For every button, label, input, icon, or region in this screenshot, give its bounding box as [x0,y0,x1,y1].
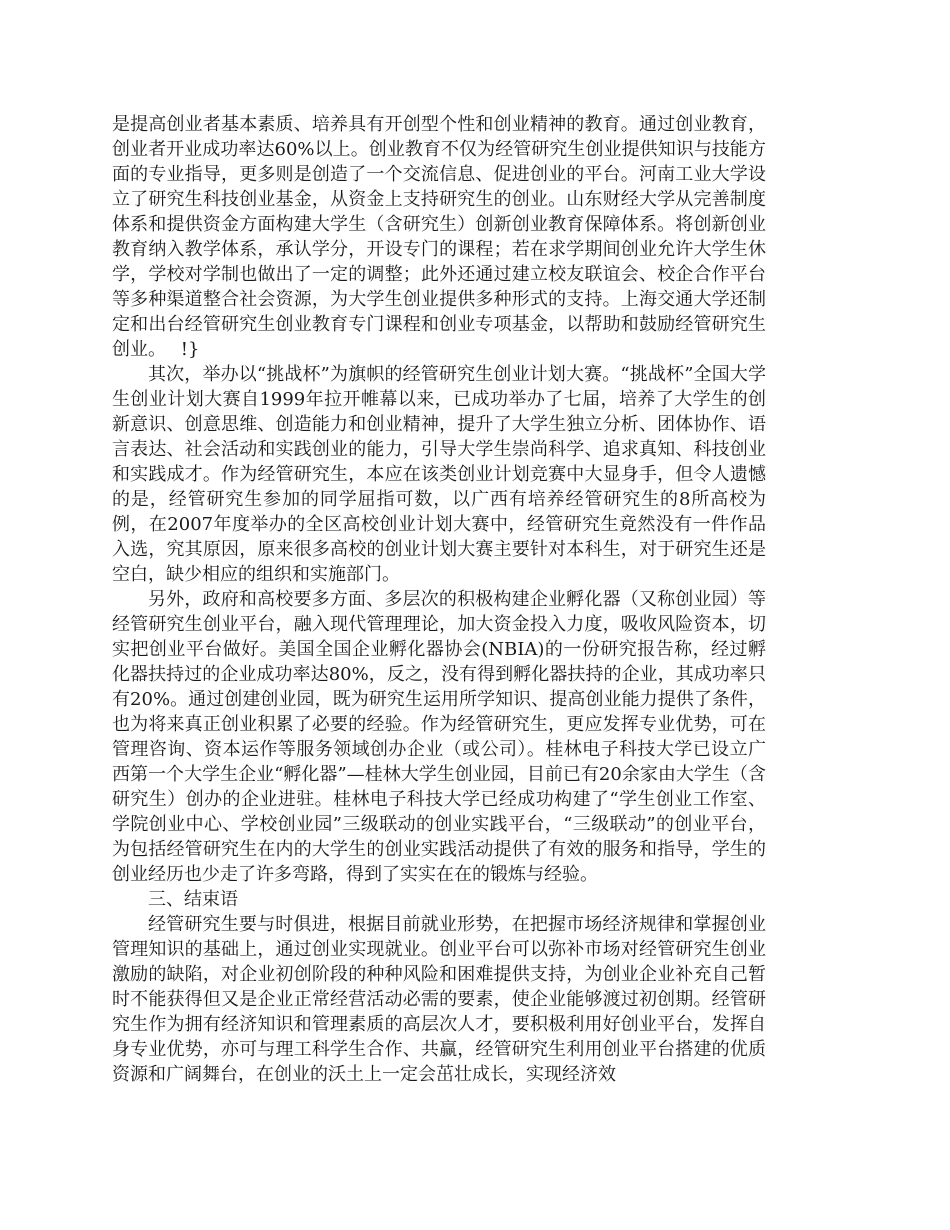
body-paragraph-1: 是提高创业者基本素质、培养具有开创型个性和创业精神的教育。通过创业教育，创业者开业成功率达60%以上。创业教育不仅为经管研究生创业提供知识与技能方面的专业指导，更多则是创造了一个交流信息、促进创业的平台。河南工业大学设立了研究生科技创业基金，从资金上支持研究生的创业。山东财经大学从完善制度体系和提供资金方面构建大学生（含研究生）创新创业教育保障体系。将创新创业教育纳入教学体系，承认学分，开设专门的课程；若在求学期间创业允许大学生休学，学校对学制也做出了一定的调整；此外还通过建立校友联谊会、校企合作平台等多种渠道整合社会资源，为大学生创业提供多种形式的支持。上海交通大学还制定和出台经管研究生创业教育专门课程和创业专项基金，以帮助和鼓励经管研究生创业。 !} [112,114,766,360]
body-paragraph-3: 另外，政府和高校要多方面、多层次的积极构建企业孵化器（又称创业园）等经管研究生创业平台，融入现代管理理论，加大资金投入力度，吸收风险资本，切实把创业平台做好。美国全国企业孵化器协会(NBIA)的一份研究报告称，经过孵化器扶持过的企业成功率达80%，反之，没有得到孵化器扶持的企业，其成功率只有20%。通过创建创业园，既为研究生运用所学知识、提高创业能力提供了条件，也为将来真正创业积累了必要的经验。作为经管研究生，更应发挥专业优势，可在管理咨询、资本运作等服务领域创办企业（或公司）。桂林电子科技大学已设立广西第一个大学生企业“孵化器”—桂林大学生创业园，目前已有20余家由大学生（含研究生）创办的企业进驻。桂林电子科技大学已经成功构建了“学生创业工作室、学院创业中心、学校创业园”三级联动的创业实践平台，“三级联动”的创业平台，为包括经管研究生在内的大学生的创业实践活动提供了有效的服务和指导，学生的创业经历也少走了许多弯路，得到了实实在在的锻炼与经验。 [112,589,766,885]
body-paragraph-2: 其次，举办以“挑战杯”为旗帜的经管研究生创业计划大赛。“挑战杯”全国大学生创业计划大赛自1999年拉开帷幕以来，已成功举办了七届，培养了大学生的创新意识、创意思维、创造能力和创业精神，提升了大学生独立分析、团体协作、语言表达、社会活动和实践创业的能力，引导大学生崇尚科学、追求真知、科技创业和实践成才。作为经管研究生，本应在该类创业计划竞赛中大显身手，但令人遗憾的是，经管研究生参加的同学屈指可数，以广西有培养经管研究生的8所高校为例，在2007年度举办的全区高校创业计划大赛中，经管研究生竟然没有一件作品入选，究其原因，原来很多高校的创业计划大赛主要针对本科生，对于研究生还是空白，缺少相应的组织和实施部门。 [112,364,766,585]
section-heading: 三、结束语 [148,889,238,910]
document-page [112,112,766,1087]
closing-paragraph: 经管研究生要与时俱进，根据目前就业形势，在把握市场经济规律和掌握创业管理知识的基础上，通过创业实现就业。创业平台可以弥补市场对经管研究生创业激励的缺陷，对企业初创阶段的种种风险和困难提供支持，为创业企业补充自己暂时不能获得但又是企业正常经营活动必需的要素，使企业能够渡过初创期。经管研究生作为拥有经济知识和管理素质的高层次人才，要积极利用好创业平台，发挥自身专业优势，亦可与理工科学生合作、共赢，经管研究生利用创业平台搭建的优质资源和广阔舞台，在创业的沃土上一定会茁壮成长，实现经济效 [112,914,766,1085]
